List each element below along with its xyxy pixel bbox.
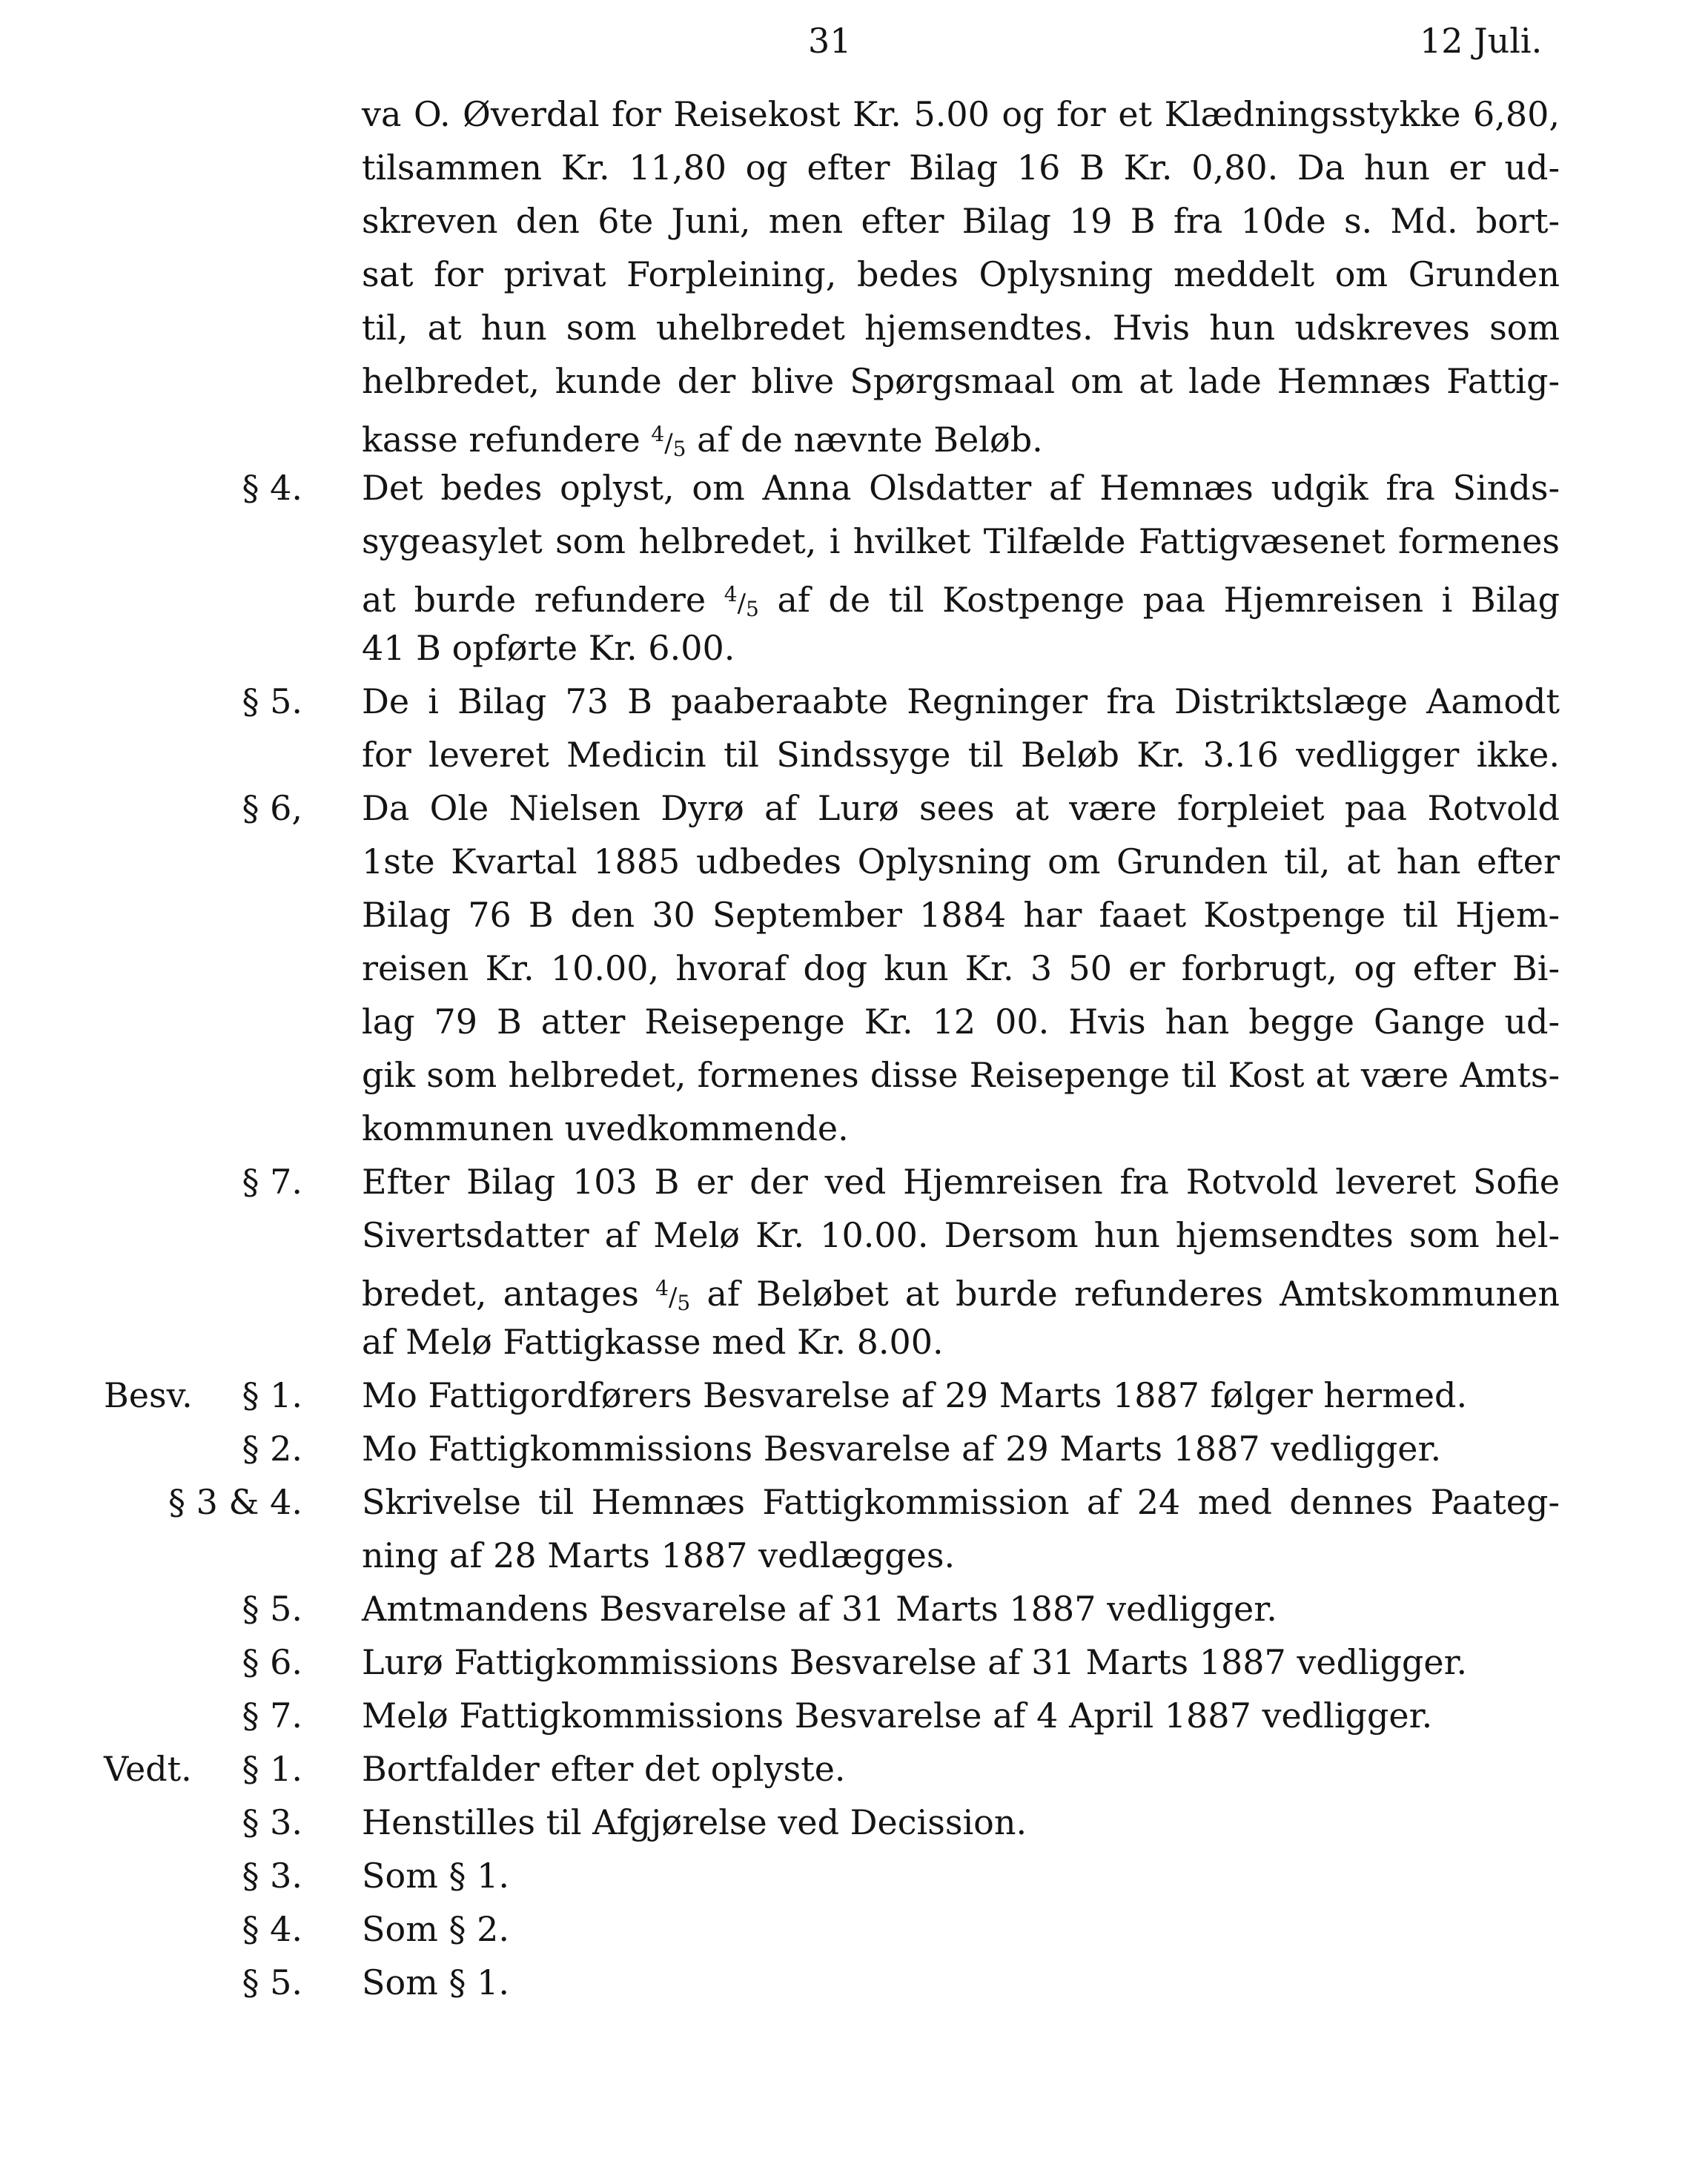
text-line — [0, 1262, 1708, 1315]
line-text-part: for leveret Medicin til Sindssyge til Beløb Kr. 3.16 vedligger ikke. — [362, 735, 1560, 775]
text-line — [0, 1689, 1708, 1742]
section-marker: § 2. — [242, 1429, 302, 1469]
section-marker: § 5. — [242, 681, 302, 721]
line-text-part: tilsammen Kr. 11,80 og efter Bilag 16 B Kr. 0,80. Da hun er ud- — [362, 148, 1560, 188]
line-text-part: gik som helbredet, formenes disse Reisepenge til Kost at være Amts- — [362, 1055, 1560, 1095]
line-text — [362, 1582, 1560, 1635]
line-text — [362, 1796, 1560, 1849]
text-line — [0, 781, 1708, 835]
fraction-slash: / — [737, 589, 747, 618]
line-text — [362, 1529, 1560, 1582]
line-text — [362, 1422, 1560, 1475]
section-marker: § 4. — [242, 1909, 302, 1949]
line-text-part: va O. Øverdal for Reisekost Kr. 5.00 og for et Klædningsstykke 6,80, — [362, 94, 1560, 134]
line-text-part: af de til Kostpenge paa Hjemreisen i Bilag — [777, 580, 1560, 620]
text-line — [0, 301, 1708, 354]
page-header — [0, 21, 1708, 87]
line-text-part: bredet, antages — [362, 1274, 639, 1314]
line-text-part: til, at hun som uhelbredet hjemsendtes. Hvis hun udskreves som — [362, 308, 1560, 348]
line-text-part: sygeasylet som helbredet, i hvilket Tilfælde Fattigvæsenet formenes — [362, 521, 1560, 561]
line-text-part: ning af 28 Marts 1887 vedlægges. — [362, 1535, 956, 1575]
text-line — [0, 461, 1708, 515]
line-text — [362, 1155, 1560, 1208]
text-line — [0, 1102, 1708, 1155]
text-line — [0, 1956, 1708, 2009]
side-label: Vedt. — [104, 1749, 192, 1789]
line-text-part: Melø Fattigkommissions Besvarelse af 4 April 1887 vedligger. — [362, 1696, 1433, 1736]
text-line — [0, 568, 1708, 621]
text-line — [0, 141, 1708, 194]
line-text — [362, 1742, 1560, 1796]
line-text — [362, 781, 1560, 835]
line-text — [362, 354, 1560, 408]
line-text-part: Mo Fattigkommissions Besvarelse af 29 Marts 1887 vedligger. — [362, 1429, 1442, 1469]
line-text — [362, 942, 1560, 995]
text-line — [0, 888, 1708, 942]
text-line — [0, 1155, 1708, 1208]
section-marker: § 3. — [242, 1856, 302, 1896]
text-line — [0, 1315, 1708, 1369]
line-text — [362, 675, 1560, 728]
fraction — [651, 422, 686, 461]
line-text-part: Som § 1. — [362, 1856, 509, 1896]
section-marker: § 1. — [242, 1375, 302, 1415]
page-date: 12 Juli. — [1420, 21, 1543, 61]
line-text-part: reisen Kr. 10.00, hvoraf dog kun Kr. 3 50 er forbrugt, og efter Bi- — [362, 948, 1560, 988]
text-line — [0, 408, 1708, 461]
section-marker: § 1. — [242, 1749, 302, 1789]
line-text — [362, 1102, 1560, 1155]
section-marker: § 6, — [242, 788, 302, 828]
line-text — [362, 87, 1560, 141]
section-marker: § 7. — [242, 1162, 302, 1202]
text-line — [0, 1422, 1708, 1475]
fraction-denominator: 5 — [746, 597, 759, 621]
line-text-part: Mo Fattigordførers Besvarelse af 29 Marts 1887 følger hermed. — [362, 1375, 1468, 1415]
line-text-part: helbredet, kunde der blive Spørgsmaal om at lade Hemnæs Fattig- — [362, 361, 1560, 401]
text-line — [0, 1902, 1708, 1956]
fraction-numerator: 4 — [724, 582, 738, 606]
line-text-part: Det bedes oplyst, om Anna Olsdatter af Hemnæs udgik fra Sinds- — [362, 468, 1560, 508]
line-text-part: kommunen uvedkommende. — [362, 1108, 849, 1148]
line-text-part: af de nævnte Beløb. — [697, 420, 1043, 460]
text-line — [0, 1369, 1708, 1422]
line-text — [362, 1956, 1560, 2009]
line-text — [362, 1315, 1560, 1369]
section-marker: § 3 & 4. — [168, 1482, 302, 1522]
fraction-slash: / — [668, 1283, 678, 1312]
section-marker: § 4. — [242, 468, 302, 508]
line-text-part: 1ste Kvartal 1885 udbedes Oplysning om Grunden til, at han efter — [362, 841, 1560, 881]
section-marker: § 5. — [242, 1589, 302, 1629]
line-text-part: Amtmandens Besvarelse af 31 Marts 1887 vedligger. — [362, 1589, 1277, 1629]
line-text — [362, 194, 1560, 248]
line-text — [362, 248, 1560, 301]
text-line — [0, 248, 1708, 301]
line-text — [362, 621, 1560, 675]
line-text-part: 41 B opførte Kr. 6.00. — [362, 628, 735, 668]
line-text — [362, 461, 1560, 515]
section-marker: § 3. — [242, 1802, 302, 1842]
fraction-denominator: 5 — [672, 437, 686, 461]
line-text — [362, 1475, 1560, 1529]
line-text — [362, 1849, 1560, 1902]
line-text-part: Henstilles til Afgjørelse ved Decission. — [362, 1802, 1027, 1842]
fraction-numerator: 4 — [655, 1276, 669, 1300]
text-line — [0, 1849, 1708, 1902]
line-text-part: Bilag 76 B den 30 September 1884 har faaet Kostpenge til Hjem- — [362, 895, 1560, 935]
text-line — [0, 87, 1708, 141]
line-text-part: Bortfalder efter det oplyste. — [362, 1749, 846, 1789]
line-text-part: Sivertsdatter af Melø Kr. 10.00. Dersom hun hjemsendtes som hel- — [362, 1215, 1560, 1255]
fraction — [655, 1276, 691, 1315]
text-line — [0, 1742, 1708, 1796]
line-text-part: at burde refundere — [362, 580, 706, 620]
line-text-part: Efter Bilag 103 B er der ved Hjemreisen fra Rotvold leveret Sofie — [362, 1162, 1560, 1202]
fraction-numerator: 4 — [651, 422, 665, 446]
line-text-part: sat for privat Forpleining, bedes Oplysning meddelt om Grunden — [362, 254, 1560, 294]
fraction-slash: / — [664, 429, 673, 458]
text-line — [0, 1635, 1708, 1689]
text-line — [0, 621, 1708, 675]
line-text-part: lag 79 B atter Reisepenge Kr. 12 00. Hvis han begge Gange ud- — [362, 1002, 1560, 1042]
line-text — [362, 1208, 1560, 1262]
line-text — [362, 1902, 1560, 1956]
line-text — [362, 835, 1560, 888]
line-text — [362, 141, 1560, 194]
line-text-part: kasse refundere — [362, 420, 640, 460]
text-line — [0, 1475, 1708, 1529]
section-marker: § 7. — [242, 1696, 302, 1736]
page-number: 31 — [808, 21, 852, 61]
line-text-part: Skrivelse til Hemnæs Fattigkommission af 24 med dennes Paateg- — [362, 1482, 1560, 1522]
line-text — [362, 995, 1560, 1048]
fraction-denominator: 5 — [677, 1291, 691, 1315]
line-text-part: skreven den 6te Juni, men efter Bilag 19 B fra 10de s. Md. bort- — [362, 201, 1560, 241]
text-line — [0, 1048, 1708, 1102]
text-line — [0, 675, 1708, 728]
line-text-part: De i Bilag 73 B paaberaabte Regninger fra Distriktslæge Aamodt — [362, 681, 1560, 721]
text-line — [0, 835, 1708, 888]
line-text — [362, 1048, 1560, 1102]
line-text-part: af Beløbet at burde refunderes Amtskommunen — [706, 1274, 1560, 1314]
text-line — [0, 1582, 1708, 1635]
text-line — [0, 354, 1708, 408]
fraction — [724, 582, 759, 621]
line-text-part: Lurø Fattigkommissions Besvarelse af 31 Marts 1887 vedligger. — [362, 1642, 1468, 1682]
line-text — [362, 1689, 1560, 1742]
line-text — [362, 1635, 1560, 1689]
side-label: Besv. — [104, 1375, 193, 1415]
text-line — [0, 515, 1708, 568]
line-text-part: af Melø Fattigkasse med Kr. 8.00. — [362, 1322, 944, 1362]
text-line — [0, 995, 1708, 1048]
text-line — [0, 728, 1708, 781]
section-marker: § 6. — [242, 1642, 302, 1682]
line-text — [362, 888, 1560, 942]
line-text — [362, 728, 1560, 781]
line-text — [362, 515, 1560, 568]
line-text-part: Da Ole Nielsen Dyrø af Lurø sees at være forpleiet paa Rotvold — [362, 788, 1560, 828]
line-text — [362, 1369, 1560, 1422]
text-line — [0, 1796, 1708, 1849]
text-line — [0, 1208, 1708, 1262]
line-text-part: Som § 2. — [362, 1909, 509, 1949]
text-line — [0, 194, 1708, 248]
line-text — [362, 301, 1560, 354]
text-line — [0, 942, 1708, 995]
section-marker: § 5. — [242, 1962, 302, 2002]
text-line — [0, 1529, 1708, 1582]
line-text-part: Som § 1. — [362, 1962, 509, 2002]
